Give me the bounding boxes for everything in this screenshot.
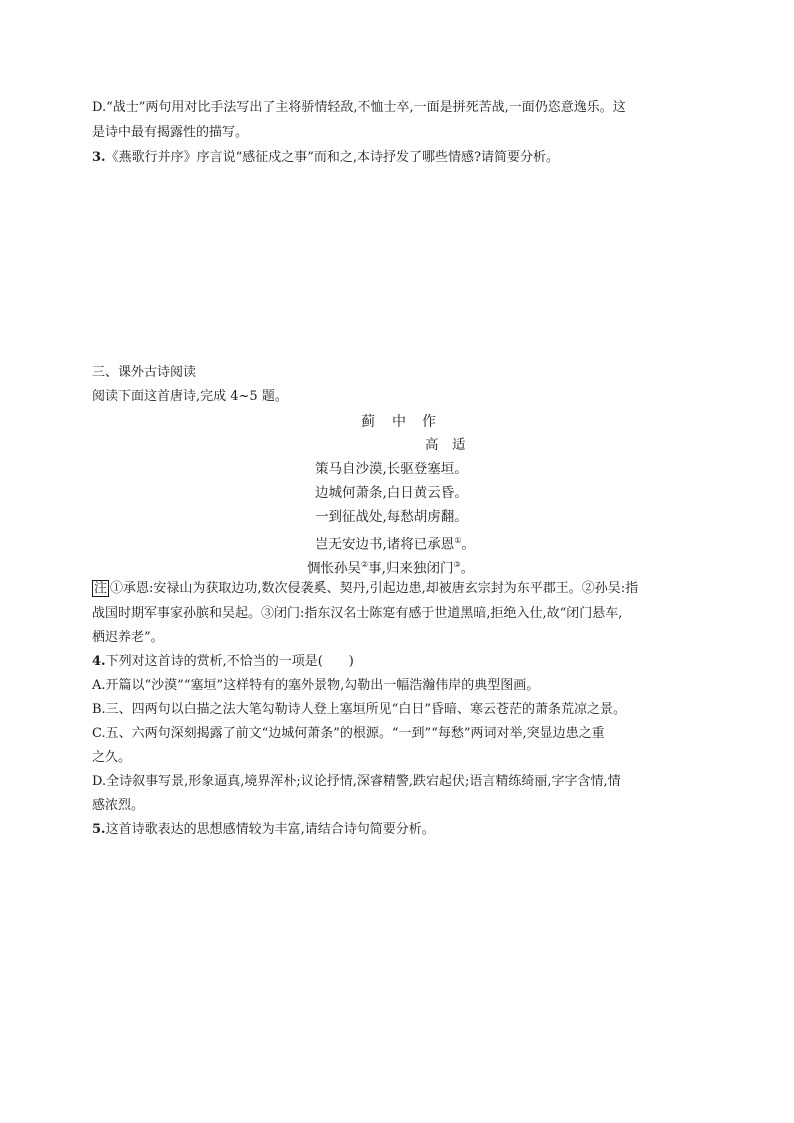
notes-line-2: 战国时期军事家孙膑和吴起。③闭门:指东汉名士陈寔有感于世道黑暗,拒绝入仕,故“闭门悬车, [92,606,623,621]
option-4d-line-1: D.全诗叙事写景,形象逼真,境界浑朴;议论抒情,深睿精警,跌宕起伏;语言精练绮丽,字字含情,情 [92,774,621,789]
poem-title-char-2: 中 [392,414,406,430]
question-3-text: 《燕歌行并序》序言说“感征戍之事”而和之,本诗抒发了哪些情感?请简要分析。 [105,150,559,165]
notes-line-3: 栖迟养老”。 [92,630,164,645]
poem-line-1: 策马自沙漠,长驱登塞垣。 [315,461,468,477]
option-4a: A.开篇以“沙漠”“塞垣”这样特有的塞外景物,勾勒出一幅浩瀚伟岸的典型图画。 [92,678,540,693]
option-4d-line-2: 感浓烈。 [92,798,145,813]
poem-line-4-text: 岂无安边书,诸将已承恩 [315,536,455,553]
question-4-number: 4. [92,654,106,669]
question-4-stem: 下列对这首诗的赏析,不恰当的一项是( ) [105,654,354,669]
poem-line-5-end: 。 [460,560,475,577]
question-4 [92,653,354,670]
poem-line-5-text-b: 事,归来独闭门 [368,560,454,577]
question-3 [92,149,559,166]
poem-line-5 [307,556,474,578]
notes-line-1 [92,580,638,597]
option-d-line-1: D.“战士”两句用对比手法写出了主将骄情轻敌,不恤士卒,一面是拼死苦战,一面仍恣意逸乐。这 [92,100,626,115]
poem-author: 高 适 [425,437,466,453]
poem-line-4 [315,532,475,554]
section-heading: 三、课外古诗阅读 [92,365,197,380]
option-4c-line-2: 之久。 [92,750,132,765]
poem-title-char-3: 作 [422,414,436,430]
question-3-number: 3. [92,150,106,165]
option-4c-line-1: C.五、六两句深刻揭露了前文“边城何萧条”的根源。“一到”“每愁”两词对举,突显边患之重 [92,726,605,741]
reading-instruction: 阅读下面这首唐诗,完成 4~5 题。 [92,389,288,404]
option-d-line-2: 是诗中最有揭露性的描写。 [92,125,249,140]
poem-line-5-text-a: 惆怅孙吴 [307,560,361,577]
question-5 [92,821,435,838]
poem-title-char-1: 蓟 [361,414,375,430]
poem-line-4-end: 。 [461,536,475,553]
poem-line-2: 边城何萧条,白日黄云昏。 [315,485,468,501]
notes-line-1-text: ①承恩:安禄山为获取边功,数次侵袭奚、契丹,引起边患,却被唐玄宗封为东平郡王。②孙吴:指 [110,581,639,596]
question-5-number: 5. [92,822,106,837]
question-5-text: 这首诗歌表达的思想感情较为丰富,请结合诗句简要分析。 [105,822,435,837]
footnote-ref-2: ② [361,560,369,569]
footnote-ref-1: ① [454,536,462,545]
option-4b: B.三、四两句以白描之法大笔勾勒诗人登上塞垣所见“白日”昏暗、寒云苍茫的萧条荒凉之景。 [92,702,626,717]
footnote-ref-3: ③ [453,560,461,569]
poem-line-3: 一到征战处,每愁胡虏翻。 [315,509,468,525]
note-label-box: 注 [94,581,108,596]
